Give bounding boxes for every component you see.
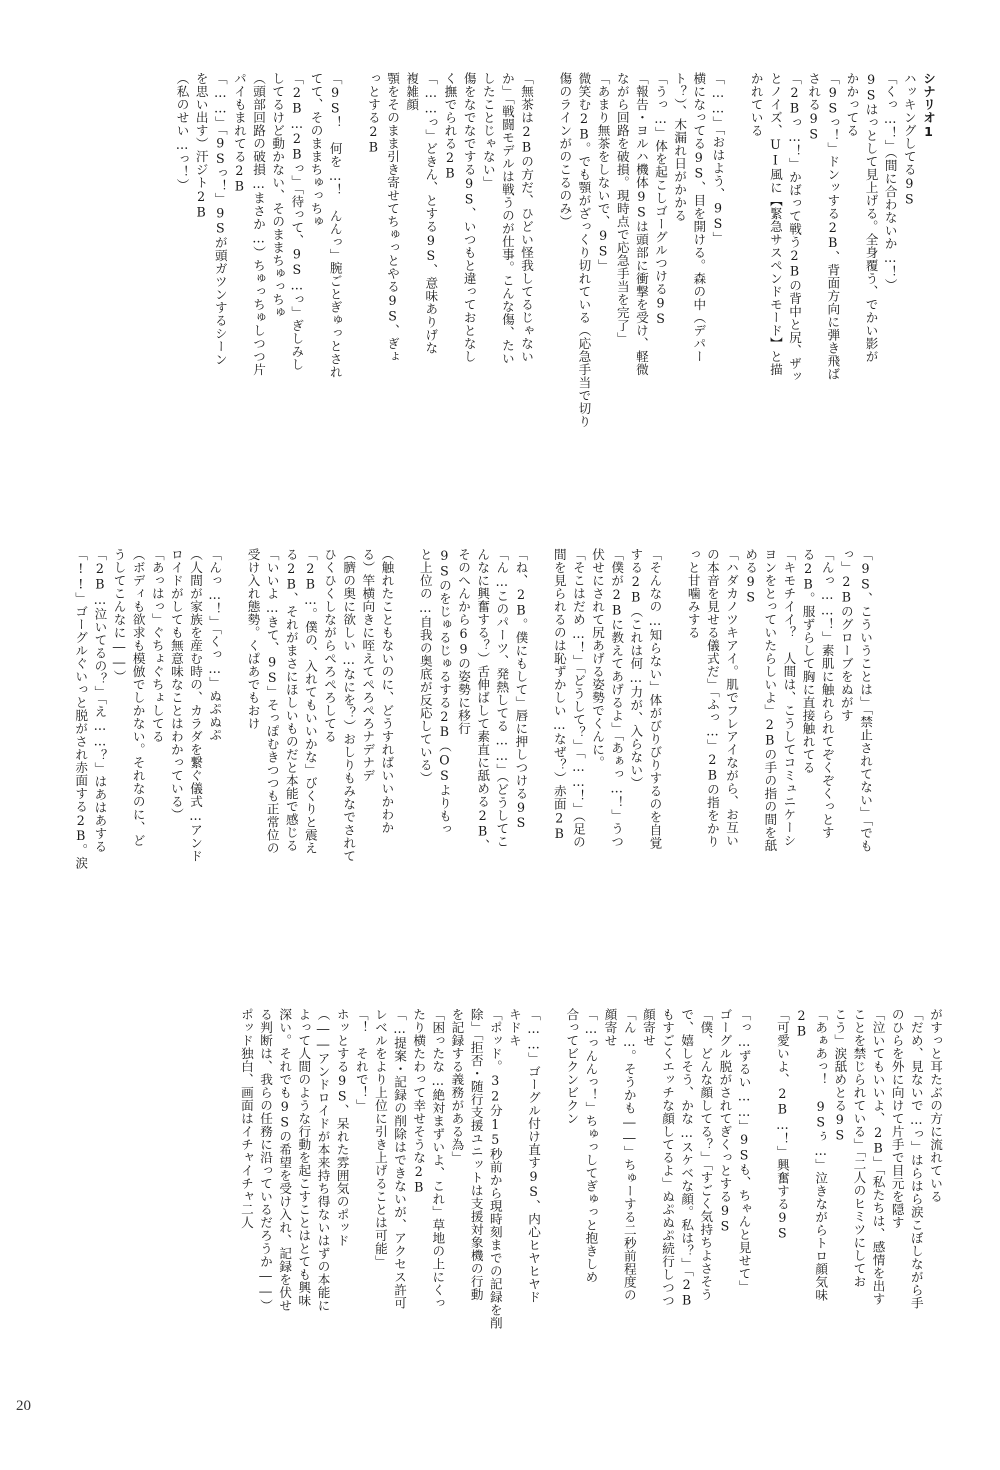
- script-line: とノイズ、UI風に【緊急サスペンドモード】と描: [767, 72, 783, 376]
- script-line: ことを禁じられている」「二人のヒミツにしてお: [851, 1008, 867, 1288]
- script-line: で、嬉しそう、かな…スケベな顔。私は？」「2B: [679, 1008, 695, 1308]
- script-line: か」「戦闘モデルは戦うのが仕事。こんな傷、たい: [499, 72, 515, 365]
- script-line: 合ってビクンビクン: [564, 1008, 580, 1125]
- script-line: 「っ…ずるい……」9Sも、ちゃんと見せて」: [736, 1008, 752, 1293]
- script-line: 「9S、こういうことは」「禁止されてない」「でも: [858, 548, 873, 853]
- script-line: [530, 548, 549, 980]
- script-line: 「あぁあっ！ 9Sぅ…」泣きながらトロ顔気味: [813, 1008, 829, 1302]
- script-line: 「……っ」どきん、とする9S、意味ありげな: [423, 72, 439, 355]
- script-line: てて、そのままちゅっちゅ: [308, 72, 324, 228]
- script-line: 「可愛いよ、2B…！」興奮する9S: [774, 1008, 790, 1241]
- script-line: 顔寄せ: [602, 1008, 618, 1047]
- script-line: してるけど動かない、そのままちゅっちゅ: [270, 72, 286, 319]
- script-line: る判断は、我らの任務に沿っているだろうか――）: [258, 1008, 274, 1312]
- script-line: る）竿横向きに咥えてぺろぺろナデナデ: [360, 548, 376, 782]
- script-line: く撫でられる2B: [442, 72, 458, 181]
- script-line: 「ポッド。32分15秒前から現時刻までの記録を削: [487, 1008, 503, 1330]
- script-line: のひらを外に向けて片手で目元を隠す: [889, 1008, 905, 1229]
- script-line: と上位の…自我の奥底が反応している）: [417, 548, 433, 785]
- script-line: 9Sはっとして見上げる。全身覆う、でかい影が: [863, 72, 879, 363]
- script-line: [727, 72, 746, 532]
- script-line: っ」2Bのグローブをぬがす: [838, 548, 854, 722]
- script-line: かかってる: [844, 72, 860, 137]
- script-line: 顎をそのまま引き寄せてちゅっとやる9S、ぎょ: [385, 72, 401, 363]
- script-line: んなに興奮する？）舌伸ばして素直に舐める2B、: [475, 548, 491, 852]
- script-line: 「ね、2B。僕にもして」唇に押しつける9S: [513, 548, 529, 831]
- script-line: ながら回路を破損。現時点で応急手当を完了」: [614, 72, 630, 345]
- script-line: もすごくエッチな顔してるよ」ぬぷぬぷ続行しつつ: [660, 1008, 676, 1307]
- script-line: [543, 1008, 562, 1404]
- script-line: 9Sのをじゅるじゅるする2B（OSよりもっ: [436, 548, 452, 836]
- script-line: たり横たわって幸せそうな2B: [411, 1008, 427, 1195]
- script-line: 「！ それで！」: [353, 1008, 369, 1112]
- script-line: キドキ: [506, 1008, 522, 1047]
- script-line: 「2B…。僕の、入れてもいいかな」びくりと震え: [302, 548, 318, 855]
- script-line: 間を見られるのは恥ずかしい…なぜ？）赤面2B: [551, 548, 567, 842]
- script-line: 「僕が2Bに教えてあげるよ」「あぁっ…！」うつ: [609, 548, 625, 848]
- text-block-3: [125, 1008, 945, 1404]
- script-line: 受け入れ態勢。くぱあでもおけ: [245, 548, 261, 730]
- script-line: （人間が家族を産む時の、カラダを繋ぐ儀式…アンド: [188, 548, 204, 863]
- script-line: する2B（これは何…力が、入らない）: [628, 548, 644, 790]
- script-line: を思い出す）汗ジト2B: [193, 72, 209, 220]
- script-line: （私のせい…っ！）: [174, 72, 190, 192]
- script-line: 2B: [794, 1008, 810, 1039]
- script-line: る2B、それがまさにほしいものだと本能で感じる: [283, 548, 299, 852]
- script-line: を記録する義務がある為」: [449, 1008, 465, 1164]
- script-line: 「……」ゴーグル付け直す9S、内心ヒヤヒヤド: [526, 1008, 542, 1304]
- script-line: 複雑顔: [404, 72, 420, 111]
- script-line: 「そこはだめ…！」「どうして？」「……！」（足の: [570, 548, 586, 849]
- script-line: 「無茶は2Bの方だ、ひどい怪我してるじゃない: [519, 72, 535, 363]
- script-line: （臍の奥に欲しい…なにを？）おしりもみなでされて: [341, 548, 357, 863]
- script-line: っと甘噛みする: [685, 548, 701, 639]
- text-block-2: [73, 548, 875, 980]
- script-line: 伏せにされて尻あげる姿勢でくんに。: [590, 548, 606, 769]
- script-line: 「報告・ヨルハ機体9Sは頭部に衝撃を受け、軽微: [633, 72, 649, 376]
- script-line: よって人間のような行動を起こすことはとても興味: [296, 1008, 312, 1307]
- script-line: ホッとする9S、呆れた雰囲気のポッド: [334, 1008, 350, 1247]
- script-line: ロイドがしても無意味なことはわかっている）: [168, 548, 184, 821]
- script-line: る2B。服ずらして胸に直接触れてる: [800, 548, 816, 774]
- script-line: そのへんから69の姿勢に移行: [456, 548, 472, 735]
- script-line: ひくひくしながらぺろぺろしてる: [322, 548, 338, 743]
- script-line: 「うっ…」体を起こしゴーグルつける9S: [653, 72, 669, 327]
- text-block-1: [38, 72, 938, 532]
- script-line: 「……」「おはよう、9S」: [710, 72, 726, 245]
- script-line: 「ハダカノツキアイ。肌でフレアイながら、お互い: [724, 548, 740, 847]
- script-line: （――アンドロイドが本来持ち得ないはずの本能に: [315, 1008, 331, 1312]
- script-line: 「僕、どんな顔してる？」「すごく気持ちよさそう: [698, 1008, 714, 1301]
- script-line: っとする2B: [365, 72, 381, 155]
- script-line: [396, 548, 415, 980]
- script-line: 「いいよ…きて、9S」そっぽむきつつも正常位の: [264, 548, 280, 855]
- script-line: [345, 72, 364, 532]
- script-line: ゴーグル脱がされてぎくっとする9S: [717, 1008, 733, 1234]
- script-line: 傷のラインがのこるのみ）: [557, 72, 573, 228]
- script-line: したことじゃない」: [480, 72, 496, 189]
- script-line: （頭部回路の破損…まさか…）ちゅっちゅしつつ片: [251, 72, 267, 376]
- script-line: める9S: [743, 548, 759, 605]
- script-line: （触れたこともないのに、どうすればいいかわか: [379, 548, 395, 834]
- script-line: 「…提案・記録の削除はできないが、アクセス許可: [392, 1008, 408, 1310]
- script-line: （ボディも欲求も模倣でしかない。それなのに、ど: [130, 548, 146, 847]
- script-line: こう」涙舐めとる9S: [832, 1008, 848, 1143]
- script-line: 「ん…。そうかも――」ちゅーする二秒前程度の: [621, 1008, 637, 1302]
- script-line: 「!!」ゴーグルぐいっと脱がされ赤面する2B。涙: [73, 548, 89, 870]
- script-line: される9S: [806, 72, 822, 142]
- script-line: ヨンをとっていたらしいよ」2Bの手の指の間を舐: [762, 548, 778, 852]
- script-line: 「2B…2Bっ」「待って、9S…っ」ぎしみし: [289, 72, 305, 371]
- script-line: 「ん…このパーツ、発熱してる……」（どうしてこ: [494, 548, 510, 848]
- script-line: [754, 1008, 773, 1404]
- script-line: 「泣いてもいいよ、2B」「私たちは、感情を出す: [870, 1008, 886, 1306]
- script-line: 「……」「9Sっ！」9Sが頭ガツンするシーン: [212, 72, 228, 367]
- script-line: 除」「拒否・随行支援ユニットは支援対象機の行動: [468, 1008, 484, 1301]
- script-line: ポッド独白、画面はイチャイチャ二人: [238, 1008, 254, 1229]
- script-line: 「そんなの…知らない」体がびりびりするのを自覚: [647, 548, 663, 850]
- script-line: 深い。それでも9Sの希望を受け入れ、記録を伏せ: [277, 1008, 293, 1312]
- script-line: 「困ったな…絶対まずいよ、これ」草地の上にくっ: [430, 1008, 446, 1310]
- script-line: 「9S！ 何を…！ んんっ」腕ごとぎゅっとされ: [327, 72, 343, 379]
- script-line: ト？）、木漏れ日がかかる: [672, 72, 688, 222]
- page-number: 20: [16, 1398, 31, 1414]
- script-line: 顔寄せ: [640, 1008, 656, 1047]
- script-line: 「あっはっ」ぐちょぐちょしてる: [149, 548, 165, 743]
- script-line: うしてこんなに――）: [111, 548, 127, 683]
- script-line: [536, 72, 555, 532]
- script-line: 「んっ……！」素肌に触れられてぞくぞくっとす: [819, 548, 835, 839]
- script-line: 「2B…泣いてるの？」「え……？」はあはあする: [92, 548, 108, 853]
- script-line: パイもまれてる2B: [231, 72, 247, 194]
- script-line: レベルをより上位に引き上げることは可能」: [372, 1008, 388, 1268]
- script-line: 「9Sっ！」ドンッする2B、背面方向に弾き飛ば: [825, 72, 841, 381]
- script-line: 「…っんんっ！」ちゅっしてぎゅっと抱きしめ: [583, 1008, 599, 1284]
- script-line: 微笑む2B。でも顎がざっくり切れている（応急手当で切り: [576, 72, 592, 428]
- script-line: 「くっ…！」（間に合わないか…！）: [882, 72, 898, 292]
- script-line: 「2Bっ…！」かばって戦う2Bの背中と尻、ザッ: [787, 72, 803, 383]
- script-line: 横になってる9S、目を開ける。森の中（デパー: [691, 72, 707, 363]
- script-line: かれている: [748, 72, 764, 137]
- script-line: 「だめ、見ないで…っ」はらはら涙こぼしながら手: [908, 1008, 924, 1310]
- script-line: 「あまり無茶をしないで、9S」: [595, 72, 611, 272]
- script-line: [664, 548, 683, 980]
- script-line: [224, 548, 243, 980]
- script-line: 「キモチイイ？ 人間は、こうしてコミュニケーシ: [781, 548, 797, 847]
- script-line: がすっと耳たぶの方に流れている: [928, 1008, 943, 1203]
- script-line: の本音を見せる儀式だ」「ふっ…」2Bの指をかり: [704, 548, 720, 848]
- script-line: ハッキングしてる9S: [901, 72, 917, 207]
- script-line: 傷をなでなでする9S、いつもと違っておとなし: [461, 72, 477, 363]
- scenario-heading: シナリオ1: [921, 72, 936, 140]
- script-line: 「んっ…！」「くっ…」ぬぷぬぷ: [207, 548, 223, 742]
